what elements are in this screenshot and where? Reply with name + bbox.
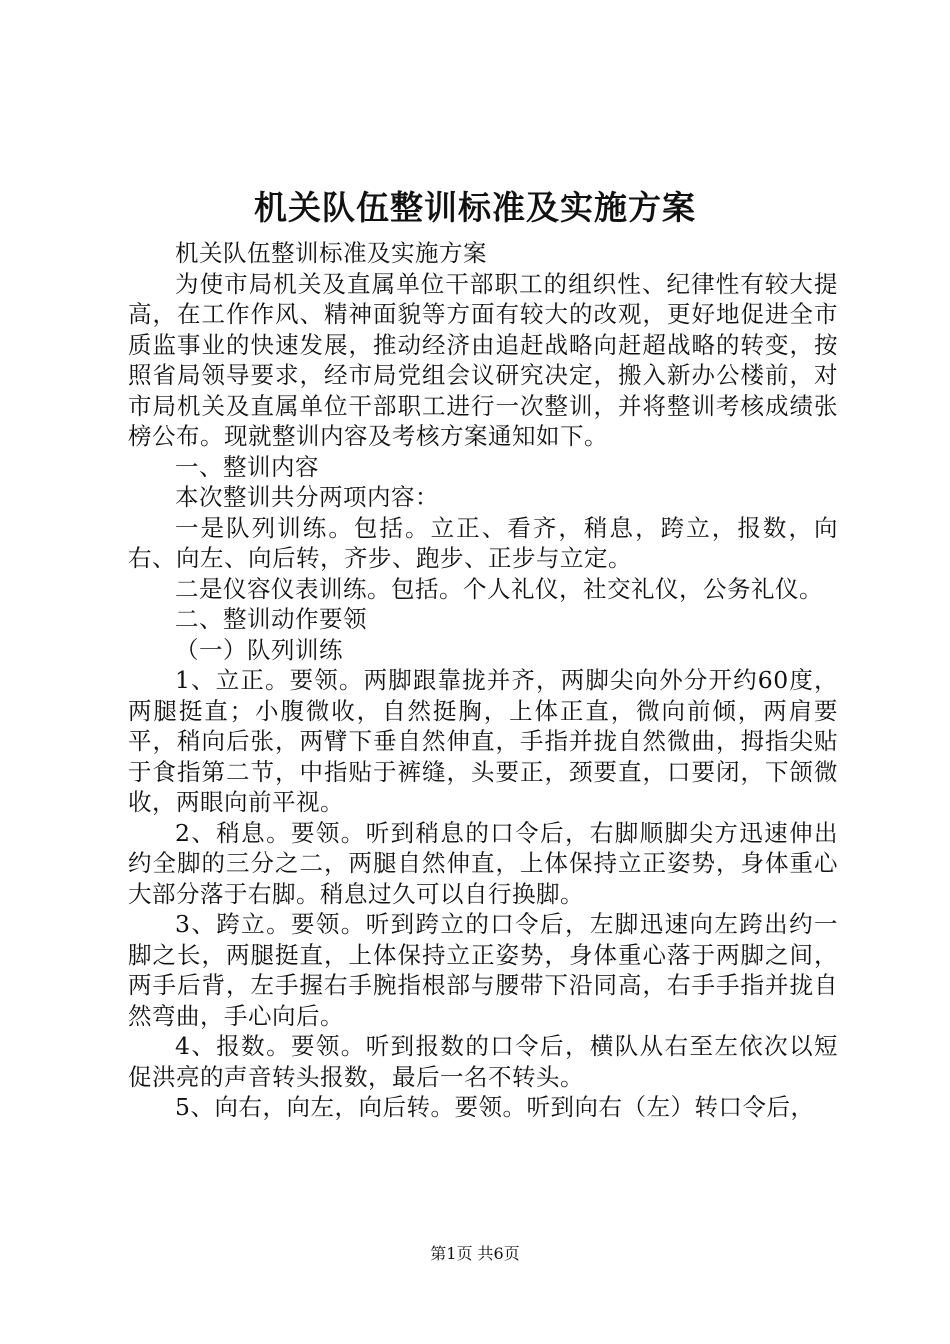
paragraph-parade-rest: 3、跨立。要领。听到跨立的口令后，左脚迅速向左跨出约一脚之长，两腿挺直，上体保持立正姿势，身体重心落于两脚之间，两手后背，左手握右手腕指根部与腰带下沿同高，右手手指并拢自然弯曲，手心向后。	[128, 910, 838, 1030]
paragraph-at-ease: 2、稍息。要领。听到稍息的口令后，右脚顺脚尖方迅速伸出约全脚的三分之二，两腿自然伸直，上体保持立正姿势，身体重心大部分落于右脚。稍息过久可以自行换脚。	[128, 818, 838, 908]
section-heading-content: 一、整训内容	[175, 452, 319, 481]
paragraph-intro: 为使市局机关及直属单位干部职工的组织性、纪律性有较大提高，在工作作风、精神面貌等方面有较大的改观，更好地促进全市质监事业的快速发展，推动经济由追赶战略向赶超战略的转变，按照省局领导要求，经市局党组会议研究决定，搬入新办公楼前，对市局机关及直属单位干部职工进行一次整训，并将整训考核成绩张榜公布。现就整训内容及考核方案通知如下。	[128, 269, 838, 450]
paragraph-turns: 5、向右，向左，向后转。要领。听到向右（左）转口令后，	[175, 1093, 815, 1121]
paragraph-count-off: 4、报数。要领。听到报数的口令后，横队从右至左依次以短促洪亮的声音转头报数，最后一名不转头。	[128, 1032, 838, 1091]
paragraph-attention: 1、立正。要领。两脚跟靠拢并齐，两脚尖向外分开约60度，两腿挺直；小腹微收，自然挺胸，上体正直，微向前倾，两肩要平，稍向后张，两臂下垂自然伸直，手指并拢自然微曲，拇指尖贴于食指第二节，中指贴于裤缝，头要正，颈要直，口要闭，下颌微收，两眼向前平视。	[128, 666, 838, 816]
section-heading-essentials: 二、整训动作要领	[175, 605, 367, 633]
paragraph-item-one: 一是队列训练。包括。立正、看齐，稍息，跨立，报数，向右、向左、向后转，齐步、跑步、正步与立定。	[128, 513, 838, 572]
subsection-heading-drill: （一）队列训练	[175, 635, 343, 664]
document-body	[128, 238, 838, 1123]
document-title: 机关队伍整训标准及实施方案	[254, 188, 696, 227]
paragraph-subtitle: 机关队伍整训标准及实施方案	[175, 239, 487, 267]
paragraph-item-two: 二是仪容仪表训练。包括。个人礼仪，社交礼仪，公务礼仪。	[175, 574, 823, 603]
page-footer: 第1页 共6页	[430, 1244, 520, 1263]
paragraph-items-intro: 本次整训共分两项内容：	[175, 483, 439, 511]
